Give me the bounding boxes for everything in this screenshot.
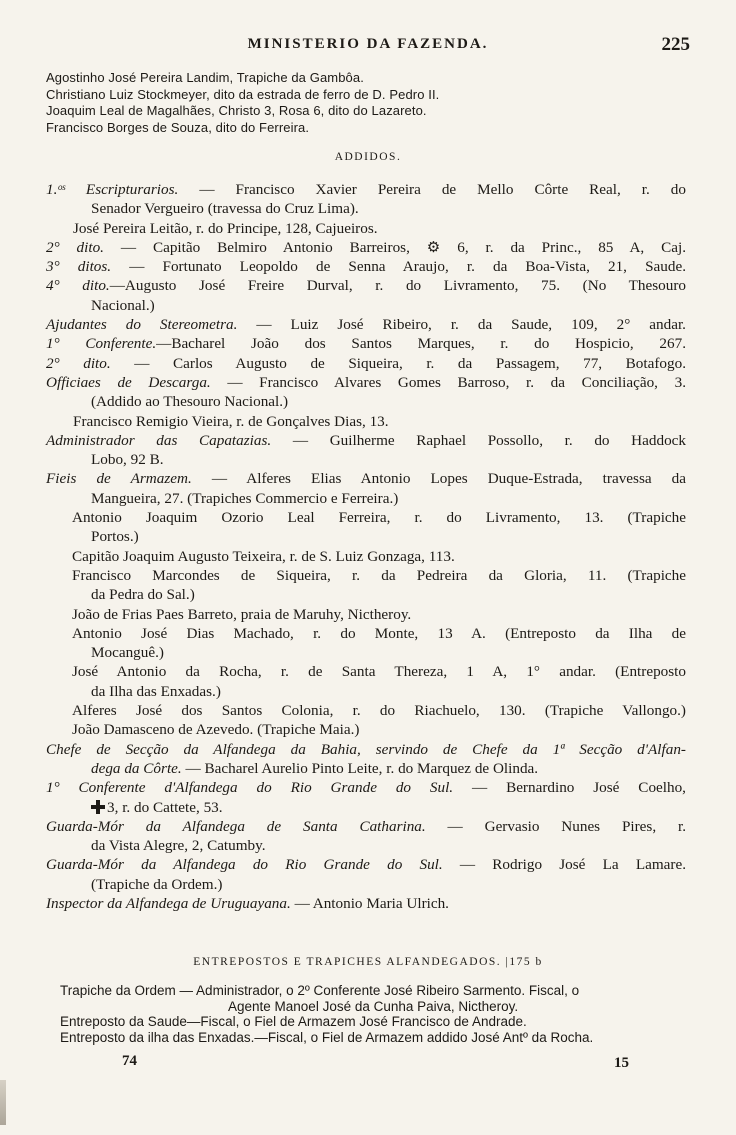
page-title: MINISTERIO DA FAZENDA. [247, 36, 489, 52]
entry-continuation: Lobo, 92 B. [91, 451, 164, 469]
list-item [46, 219, 686, 238]
list-item [46, 469, 686, 508]
entry-text: —Augusto José Freire Durval, r. do Livramento, 75. (No Thesouro [109, 277, 687, 295]
entry-continuation: Nacional.) [91, 296, 155, 314]
entry-continuation: 3, r. do Cattete, 53. [107, 798, 223, 816]
entry-title: 3° ditos. [46, 258, 112, 276]
entry-continuation: Portos.) [91, 528, 139, 546]
entry-title: Officiaes de Descarga. [46, 373, 211, 391]
list-item [46, 257, 686, 276]
entry-title: Fieis de Armazem. [46, 470, 192, 488]
section-heading-entrepostos: ENTREPOSTOS E TRAPICHES ALFANDEGADOS. |175 b [193, 956, 543, 968]
entrepostos-line: Agente Manoel José da Cunha Paiva, Nictheroy. [228, 998, 519, 1014]
entry-text: José Antonio da Rocha, r. de Santa Thereza, 1 A, 1° andar. (Entreposto [72, 663, 686, 681]
intro-line: Agostinho José Pereira Landim, Trapiche da Gambôa. [46, 70, 364, 85]
entry-text: — Carlos Augusto de Siqueira, r. da Passagem, 77, Botafogo. [110, 354, 686, 372]
list-item [46, 662, 686, 701]
entry-text: — Guilherme Raphael Possollo, r. do Haddock [271, 431, 687, 449]
signature-mark-right: 15 [614, 1055, 629, 1071]
entry-text: João de Frias Paes Barreto, praia de Maruhy, Nictheroy. [72, 605, 412, 623]
entry-text: Francisco Remigio Vieira, r. de Gonçalves Dias, 13. [73, 412, 389, 430]
list-item [46, 624, 686, 663]
list-item [46, 412, 686, 431]
addidos-list [46, 180, 686, 913]
intro-list [46, 70, 706, 136]
entry-text: — Fortunato Leopoldo de Senna Araujo, r. da Boa-Vista, 21, Saude. [111, 258, 686, 276]
entry-text: José Pereira Leitão, r. do Principe, 128, Cajueiros. [73, 219, 378, 237]
entrepostos-list [60, 983, 700, 1045]
entry-text: Capitão Joaquim Augusto Teixeira, r. de S. Luiz Gonzaga, 113. [72, 547, 455, 565]
entry-title: Inspector da Alfandega de Uruguayana. [46, 894, 291, 912]
list-item [46, 508, 686, 547]
entry-text: — Bacharel Aurelio Pinto Leite, r. do Marquez de Olinda. [181, 759, 539, 777]
entry-text: João Damasceno de Azevedo. (Trapiche Maia.) [72, 721, 360, 739]
entry-title: Chefe de Secção da Alfandega da Bahia, servindo de Chefe da 1ª Secção d'Alfan- [46, 740, 686, 758]
entry-continuation: Mangueira, 27. (Trapiches Commercio e Ferreira.) [91, 489, 399, 507]
entry-continuation: Mocanguê.) [91, 644, 164, 662]
entry-title: 2° dito. [46, 238, 104, 256]
list-item [46, 373, 686, 412]
list-item [46, 315, 686, 334]
intro-line: Christiano Luiz Stockmeyer, dito da estrada de ferro de D. Pedro II. [46, 86, 440, 102]
list-item [46, 894, 686, 913]
list-item [46, 547, 686, 566]
list-item [46, 701, 686, 720]
entry-title-continuation: dega da Côrte. [91, 759, 182, 777]
list-item [46, 817, 686, 856]
entry-text: — Alferes Elias Antonio Lopes Duque-Estrada, travessa da [191, 470, 687, 488]
intro-line: Francisco Borges de Souza, dito do Ferreira. [46, 119, 310, 135]
entry-text: —Bacharel João dos Santos Marques, r. do Hospicio, 267. [156, 335, 686, 353]
intro-line: Joaquim Leal de Magalhães, Christo 3, Rosa 6, dito do Lazareto. [46, 103, 427, 118]
list-item [46, 276, 686, 315]
entry-continuation: da Ilha das Enxadas.) [91, 682, 221, 700]
list-item [46, 238, 686, 257]
entrepostos-line: Entreposto da ilha das Enxadas.—Fiscal, o Fiel de Armazem addido José Antº da Rocha. [60, 1029, 594, 1045]
entry-text: — Capitão Belmiro Antonio Barreiros, ⚙ 6, r. da Princ., 85 A, Caj. [103, 238, 686, 256]
entry-text: — Gervasio Nunes Pires, r. [425, 817, 686, 835]
entry-text: Francisco Marcondes de Siqueira, r. da Pedreira da Gloria, 11. (Trapiche [72, 566, 686, 584]
entry-continuation: (Addido ao Thesouro Nacional.) [91, 393, 289, 411]
entry-text: — Bernardino José Coelho, [453, 779, 686, 797]
binding-edge [0, 1080, 6, 1125]
entry-text: Antonio Joaquim Ozorio Leal Ferreira, r. do Livramento, 13. (Trapiche [72, 509, 686, 527]
entry-title: 1.ᵒˢ Escripturarios. [46, 181, 179, 198]
entry-title: Guarda-Mór da Alfandega de Santa Catharina. [46, 817, 426, 835]
entrepostos-line: Trapiche da Ordem — Administrador, o 2º Conferente José Ribeiro Sarmento. Fiscal, o [60, 983, 580, 998]
list-item [46, 566, 686, 605]
entry-text: — Rodrigo José La Lamare. [442, 856, 687, 874]
entry-continuation: da Vista Alegre, 2, Catumby. [91, 837, 266, 855]
page-number: 225 [661, 34, 690, 55]
list-item [46, 740, 686, 779]
entry-title: Ajudantes do Stereometra. [46, 316, 238, 334]
entry-text: Alferes José dos Santos Colonia, r. do Riachuelo, 130. (Trapiche Vallongo.) [72, 702, 686, 720]
signature-mark-left: 74 [122, 1053, 137, 1069]
entry-text: — Francisco Xavier Pereira de Mello Côrte Real, r. do [178, 181, 686, 198]
entry-continuation: Senador Vergueiro (travessa do Cruz Lima). [91, 200, 359, 218]
section-heading-addidos: ADDIDOS. [334, 151, 402, 163]
entry-text: — Antonio Maria Ulrich. [290, 894, 449, 912]
list-item [46, 605, 686, 624]
entry-title: Guarda-Mór da Alfandega do Rio Grande do Sul. [46, 856, 443, 874]
list-item [46, 855, 686, 894]
entrepostos-line: Entreposto da Saude—Fiscal, o Fiel de Armazem José Francisco de Andrade. [60, 1014, 527, 1029]
entry-title: 2° dito. [46, 354, 111, 372]
entry-text: — Luiz José Ribeiro, r. da Saude, 109, 2° andar. [237, 316, 686, 334]
entry-title: 4° dito. [46, 277, 110, 295]
list-item [46, 354, 686, 373]
entry-title: Administrador das Capatazias. [46, 431, 272, 449]
entry-title: 1° Conferente d'Alfandega do Rio Grande do Sul. [46, 779, 454, 797]
entry-continuation: da Pedra do Sal.) [91, 586, 195, 604]
entry-text: Antonio José Dias Machado, r. do Monte, 13 A. (Entreposto da Ilha de [72, 624, 686, 642]
cross-icon [91, 800, 105, 814]
entry-title: 1° Conferente. [46, 335, 157, 353]
list-item [46, 180, 686, 219]
list-item [46, 431, 686, 470]
entry-text: — Francisco Alvares Gomes Barroso, r. da Conciliação, 3. [210, 373, 686, 391]
list-item [46, 720, 686, 739]
list-item [46, 334, 686, 353]
entry-continuation: (Trapiche da Ordem.) [91, 875, 223, 893]
list-item [46, 778, 686, 817]
